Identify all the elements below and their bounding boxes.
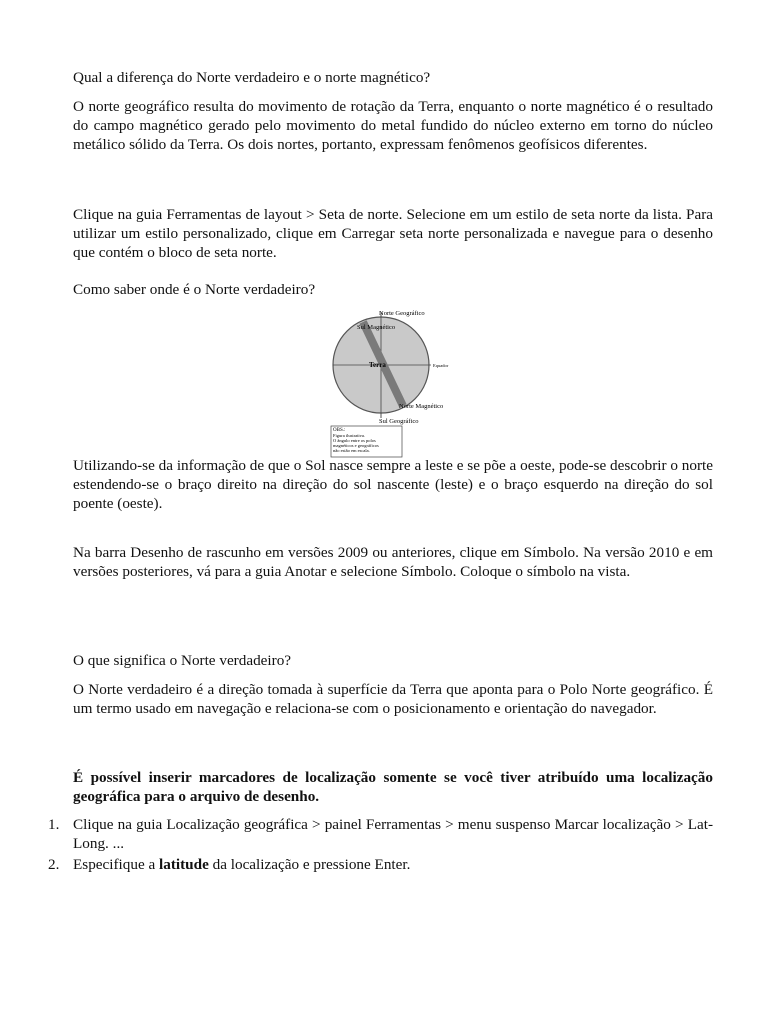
paragraph-true-north-definition: O Norte verdadeiro é a direção tomada à superfície da Terra que aponta para o Polo Norte geográfico. É um termo usado em navegação e relaciona-se com o posicionamento e orientação do navegador. [73,681,713,717]
paragraph-north-difference: O norte geográfico resulta do movimento de rotação da Terra, enquanto o norte magnético é o resultado do campo magnético gerado pelo movimento do metal fundido do núcleo externo em torno do núcleo metálico sólido da Terra. Os dois nortes, portanto, expressam fenômenos geofísicos diferentes. [73,98,713,153]
obs-line-2: O ângulo entre os polos [333,438,376,443]
earth-poles-diagram [329,306,449,458]
obs-title: OBS.: [333,428,346,433]
list-item-text-post: da localização e pressione Enter. [208,856,411,873]
label-terra: Terra [369,361,386,369]
list-item-text-bold: latitude [159,856,209,873]
list-item-text [73,855,713,874]
list-item-number: 2. [48,856,60,873]
obs-line-1: Figura ilustrativa. [333,433,365,438]
label-equador: Equador [433,363,449,368]
label-norte-magnetico: Norte Magnético [399,403,444,410]
label-sul-magnetico: Sul Magnético [357,324,396,331]
obs-line-3: magnéticos e geográficos [333,443,379,448]
list-item-text: Clique na guia Localização geográfica > painel Ferramentas > menu suspenso Marcar localização > Lat-Long. ... [73,816,713,852]
paragraph-location-markers-note: É possível inserir marcadores de localização somente se você tiver atribuído uma localização geográfica para o arquivo de desenho. [73,769,713,805]
list-item-text-pre: Especifique a [73,856,160,873]
paragraph-sun-direction: Utilizando-se da informação de que o Sol nasce sempre a leste e se põe a oeste, pode-se descobrir o norte estendendo-se o braço direito na direção do sol nascente (leste) e o braço esquerdo na direção do sol poente (oeste). [73,457,713,512]
question-true-north-meaning: O que significa o Norte verdadeiro? [73,652,292,669]
label-norte-geografico: Norte Geográfico [379,310,425,317]
list-item [48,855,713,874]
question-find-true-north: Como saber onde é o Norte verdadeiro? [73,281,316,298]
paragraph-symbol-insert: Na barra Desenho de rascunho em versões 2009 ou anteriores, clique em Símbolo. Na versão 2010 e em versões posteriores, vá para a guia Anotar e selecione Símbolo. Coloque o símbolo na vista. [73,544,713,580]
list-item-number: 1. [48,816,60,833]
paragraph-north-arrow-tool: Clique na guia Ferramentas de layout > Seta de norte. Selecione em um estilo de seta norte da lista. Para utilizar um estilo personalizado, clique em Carregar seta norte personalizada e navegue para o desenho que contém o bloco de seta norte. [73,206,713,261]
label-sul-geografico: Sul Geográfico [379,418,419,425]
list-item [48,815,713,853]
question-true-vs-magnetic-north: Qual a diferença do Norte verdadeiro e o norte magnético? [73,69,431,86]
obs-line-4: não estão em escala. [333,448,370,453]
